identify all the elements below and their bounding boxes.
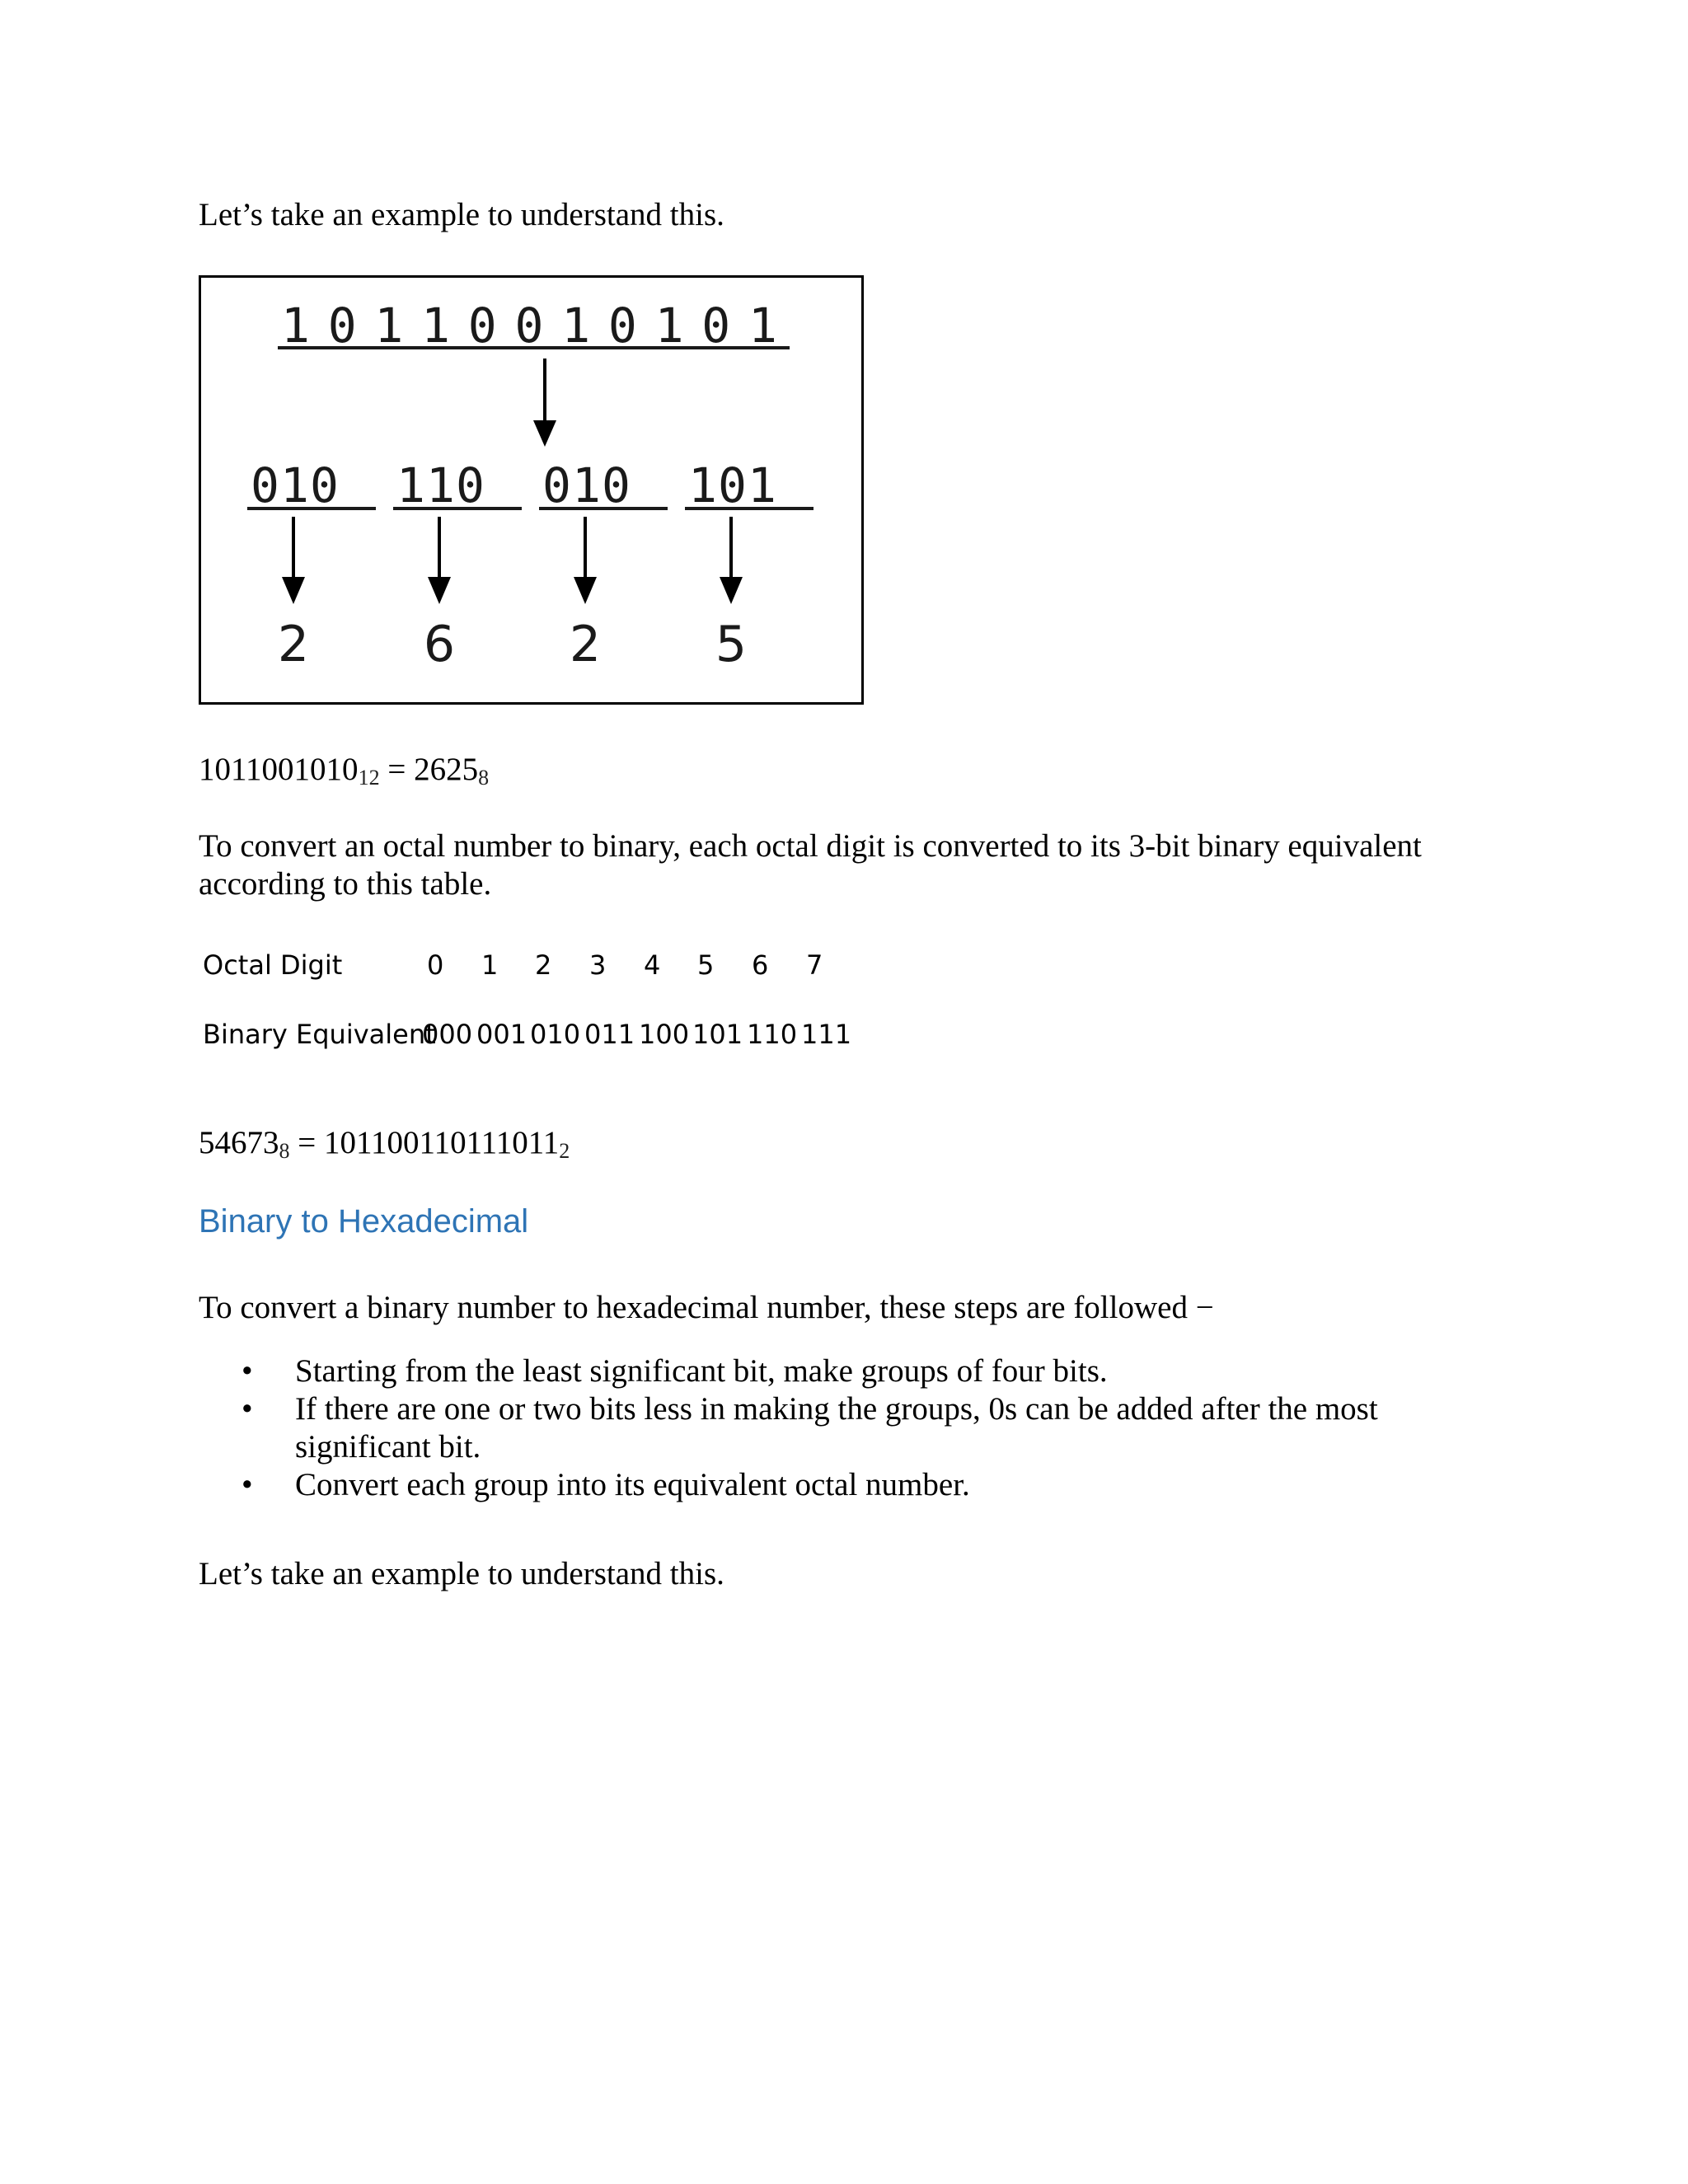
arrow-down-icon [533, 359, 556, 447]
equation-1-rhs-base: 8 [478, 766, 490, 790]
equation-2-rhs: 101100110111011 [324, 1125, 560, 1160]
octal-digit-cell: 3 [589, 949, 607, 981]
binary-equivalent-label: Binary Equivalent [203, 1019, 436, 1050]
binary-equivalent-cell: 101 [692, 1019, 743, 1050]
intro-text-2: Let’s take an example to understand this. [199, 1556, 724, 1591]
group-arrows [282, 517, 743, 604]
padded-bit: 1 [396, 457, 425, 513]
octal-digit-cell: 0 [427, 949, 444, 981]
octal-digit-cell: 2 [535, 949, 552, 981]
arrow-down-icon [428, 517, 451, 604]
input-bit: 1 [561, 298, 591, 354]
intro-text-1: Let’s take an example to understand this. [199, 197, 724, 232]
list-item [199, 1352, 1476, 1390]
steps-list [199, 1352, 1476, 1504]
padded-bit: 0 [251, 457, 279, 513]
input-bit: 1 [654, 298, 684, 354]
equation-2-rhs-base: 2 [559, 1139, 570, 1163]
binary-equivalent-cell: 111 [801, 1019, 852, 1050]
equation-1-equals: = [387, 752, 406, 787]
arrow-down-icon [720, 517, 743, 604]
list-item [199, 1390, 1476, 1466]
equation-1-rhs: 2625 [414, 752, 479, 787]
step-text: Starting from the least significant bit, make groups of four bits. [295, 1353, 1108, 1389]
binary-equivalent-cell: 110 [747, 1019, 798, 1050]
step-text: Convert each group into its equivalent octal number. [295, 1467, 970, 1502]
padded-bit: 0 [718, 457, 747, 513]
octal-digit-cell: 7 [806, 949, 823, 981]
equation-octal-to-binary [199, 1124, 570, 1162]
bullet-icon: • [241, 1353, 253, 1389]
padded-bit: 1 [688, 457, 717, 513]
input-bit: 0 [514, 298, 544, 354]
equation-binary-to-octal [199, 751, 489, 789]
binary-equivalent-cell: 001 [476, 1019, 528, 1050]
equation-2-lhs: 54673 [199, 1125, 279, 1160]
octal-digit-label: Octal Digit [203, 949, 343, 981]
input-bit: 1 [281, 298, 310, 354]
equation-1-lhs: 1011001010 [199, 752, 359, 787]
input-bit: 1 [748, 298, 777, 354]
octal-result-digits [278, 616, 747, 673]
binary-equivalent-cell: 011 [584, 1019, 635, 1050]
binary-equivalent-cell: 100 [639, 1019, 690, 1050]
step-text: If there are one or two bits less in making the groups, 0s can be added after the most significant bit. [295, 1391, 1378, 1465]
padded-bit-groups [247, 457, 814, 513]
input-bit: 1 [421, 298, 451, 354]
octal-digit-cell: 4 [644, 949, 661, 981]
octal-digit: 5 [715, 616, 748, 673]
octal-digit-cell: 1 [481, 949, 499, 981]
padded-bit: 0 [456, 457, 485, 513]
input-bit: 0 [327, 298, 357, 354]
padded-bit: 1 [280, 457, 309, 513]
hex-intro-text: To convert a binary number to hexadecimal number, these steps are followed − [199, 1290, 1214, 1325]
padded-bit: 0 [602, 457, 631, 513]
arrow-down-icon [282, 517, 305, 604]
input-bit: 0 [701, 298, 731, 354]
input-bit: 1 [374, 298, 404, 354]
binary-equivalent-cell: 010 [530, 1019, 581, 1050]
input-bit-digits [281, 298, 777, 354]
padded-bit: 0 [542, 457, 571, 513]
octal-digit-cell: 6 [752, 949, 769, 981]
bullet-icon: • [241, 1391, 253, 1427]
padded-bit: 0 [310, 457, 339, 513]
binary-to-octal-figure [199, 275, 864, 705]
bullet-icon: • [241, 1467, 253, 1502]
octal-digit: 2 [569, 616, 602, 673]
equation-2-equals: = [298, 1125, 316, 1160]
octal-digit-cell: 5 [697, 949, 715, 981]
list-item [199, 1466, 1476, 1504]
octal-digit: 2 [277, 616, 310, 673]
octal-to-binary-paragraph: To convert an octal number to binary, each octal digit is converted to its 3-bit binary equivalent according to this table. [199, 828, 1422, 902]
input-bit: 0 [607, 298, 637, 354]
equation-1-lhs-base: 12 [358, 766, 380, 790]
conversion-diagram [201, 278, 861, 702]
arrow-down-icon [574, 517, 597, 604]
input-bit: 0 [467, 298, 497, 354]
padded-bit: 1 [426, 457, 455, 513]
equation-2-lhs-base: 8 [279, 1139, 290, 1163]
section-heading: Binary to Hexadecimal [199, 1203, 529, 1240]
padded-bit: 1 [572, 457, 601, 513]
padded-bit: 1 [748, 457, 776, 513]
binary-equivalent-cell: 000 [422, 1019, 473, 1050]
octal-digit: 6 [423, 616, 456, 673]
